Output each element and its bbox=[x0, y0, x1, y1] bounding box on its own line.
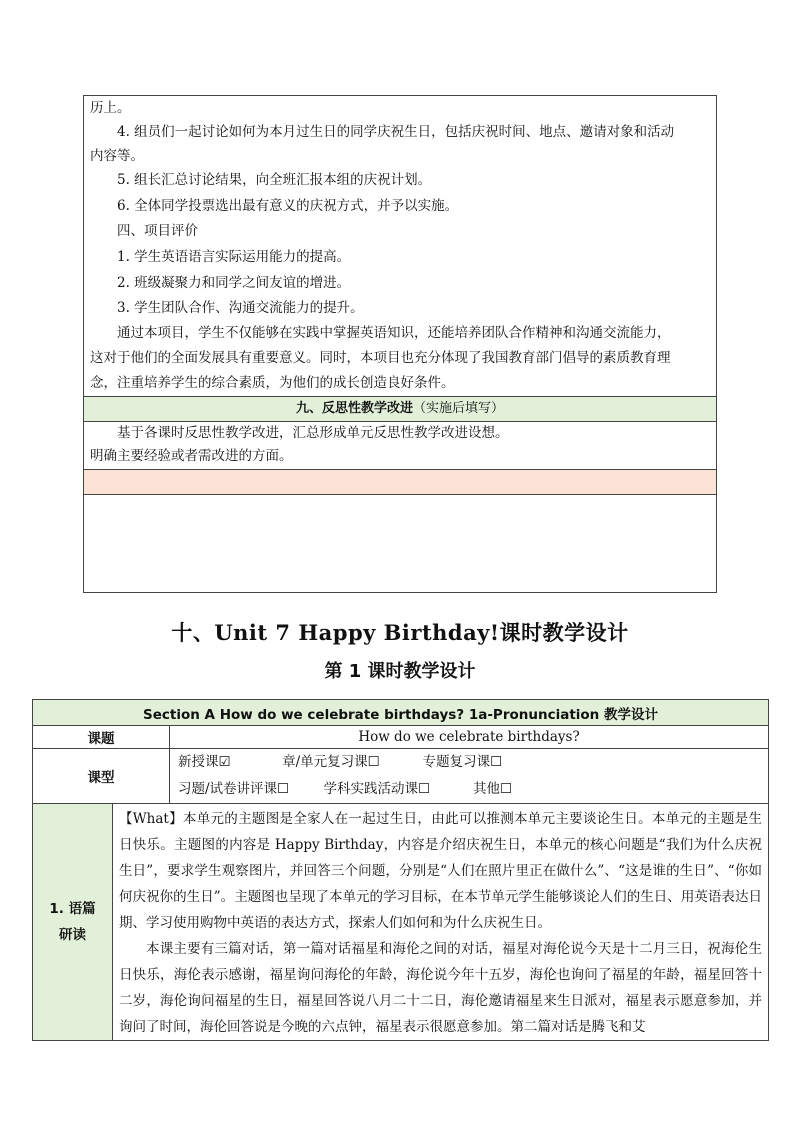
text-line: 通过本项目，学生不仅能够在实践中掌握英语知识，还能培养团队合作精神和沟通交流能力， bbox=[117, 325, 671, 341]
table-header: Section A How do we celebrate birthdays? 1a-Pronunciation 教学设计 bbox=[33, 700, 769, 726]
unit-heading: 十、Unit 7 Happy Birthday!课时教学设计 bbox=[171, 620, 629, 645]
reflection-heading bbox=[84, 396, 716, 422]
reflection-fill-band bbox=[84, 469, 716, 495]
text-line: 6. 全体同学投票选出最有意义的庆祝方式，并予以实施。 bbox=[117, 198, 459, 214]
type-options-row: 新授课☑ 章/单元复习课☐ 专题复习课☐ bbox=[178, 754, 503, 770]
text-line: 历上。 bbox=[90, 100, 131, 116]
type-options bbox=[170, 749, 769, 804]
text-line: 3. 学生团队合作、沟通交流能力的提升。 bbox=[117, 300, 364, 316]
topic-label: 课题 bbox=[33, 726, 170, 749]
type-label: 课型 bbox=[33, 749, 170, 804]
text-line: 念，注重培养学生的综合素质，为他们的成长创造良好条件。 bbox=[90, 375, 455, 391]
reading-paragraph: 【What】本单元的主题图是全家人在一起过生日，由此可以推测本单元主要谈论生日。本单元的主题是生日快乐。主题图的内容是 Happy Birthday，内容是介绍庆祝生日，本单元的核心问题是“我们为什么庆祝生日”，要求学生观察图片，并回答三个问题，分别是“人们在照片里正在做什么”、“这是谁的生日”、“你如何庆祝你的生日”。主题图也呈现了本单元的学习目标，在本节单元学生能够谈论人们的生日、用英语表达日期、学习使用购物中英语的表达方式，探索人们如何和为什么庆祝生日。 bbox=[119, 811, 762, 931]
text-line: 4. 组员们一起讨论如何为本月过生日的同学庆祝生日，包括庆祝时间、地点、邀请对象和活动 bbox=[117, 124, 675, 140]
text-line: 1. 学生英语语言实际运用能力的提高。 bbox=[117, 249, 351, 265]
type-options-row: 习题/试卷讲评课☐ 学科实践活动课☐ 其他☐ bbox=[178, 781, 513, 797]
reading-paragraph: 本课主要有三篇对话，第一篇对话福星和海伦之间的对话，福星对海伦说今天是十二月三日，祝海伦生日快乐，海伦表示感谢，福星询问海伦的年龄，海伦说今年十五岁，海伦也询问了福星的年龄，福星回答十二岁，海伦询问福星的生日，福星回答说八月二十二日，海伦邀请福星来生日派对，福星表示愿意参加，并询问了时间，海伦回答说是今晚的六点钟，福星表示很愿意参加。第二篇对话是腾飞和艾 bbox=[119, 941, 762, 1035]
reflection-line: 基于各课时反思性教学改进，汇总形成单元反思性教学改进设想。 bbox=[117, 425, 509, 441]
lesson-design-table bbox=[32, 699, 769, 1041]
project-section-box bbox=[83, 95, 717, 593]
text-line: 这对于他们的全面发展具有重要意义。同时，本项目也充分体现了我国教育部门倡导的素质教育理 bbox=[90, 350, 671, 366]
reading-label-line: 研读 bbox=[59, 927, 86, 943]
reading-label-line: 1. 语篇 bbox=[49, 901, 96, 917]
reflection-subtitle: （实施后填写） bbox=[413, 401, 505, 416]
topic-value: How do we celebrate birthdays? bbox=[170, 726, 769, 749]
reflection-title: 九、反思性教学改进 bbox=[295, 401, 413, 416]
text-line: 内容等。 bbox=[90, 148, 144, 164]
reading-label bbox=[33, 804, 113, 1041]
reading-content bbox=[113, 804, 769, 1041]
reflection-line: 明确主要经验或者需改进的方面。 bbox=[90, 448, 293, 464]
section-subheading: 四、项目评价 bbox=[117, 223, 198, 239]
text-line: 5. 组长汇总讨论结果，向全班汇报本组的庆祝计划。 bbox=[117, 172, 432, 188]
text-line: 2. 班级凝聚力和同学之间友谊的增进。 bbox=[117, 275, 351, 291]
lesson-heading: 第 1 课时教学设计 bbox=[324, 661, 476, 682]
